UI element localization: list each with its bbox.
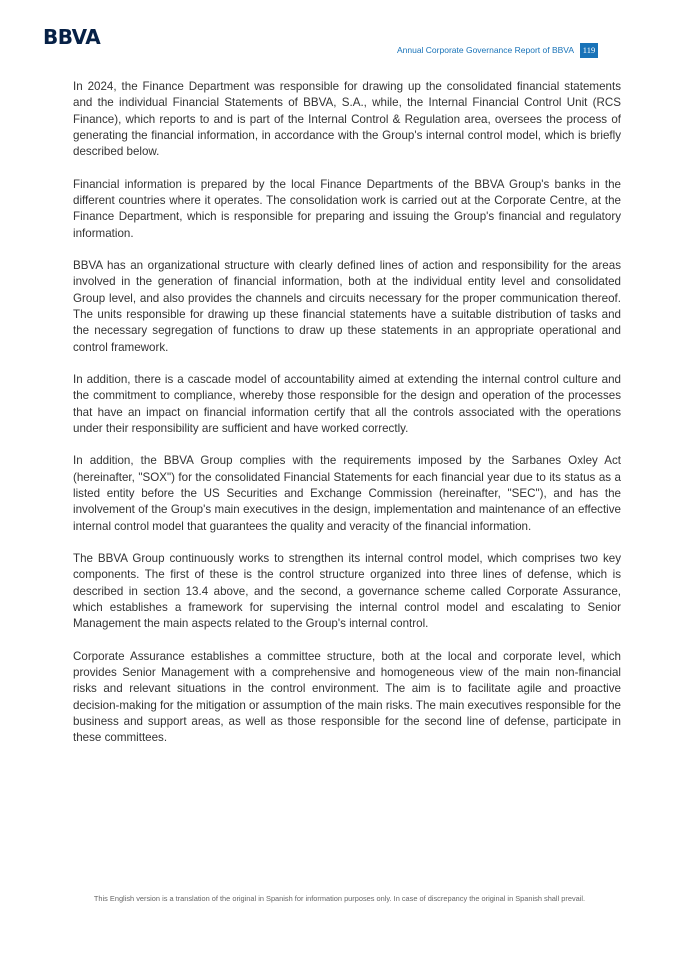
body-text xyxy=(73,79,621,763)
paragraph: In 2024, the Finance Department was responsible for drawing up the consolidated financial statements and the individual Financial Statements of BBVA, S.A., while, the Internal Financial Control Unit (RCS Finance), which reports to and is part of the Internal Control & Regulation area, oversees the process of generating the financial information, in accordance with the Group's internal control model, which is briefly described below. xyxy=(73,80,621,159)
paragraph: Financial information is prepared by the local Finance Departments of the BBVA Group's banks in the different countries where it operates. The consolidation work is carried out at the Corporate Centre, at the Finance Department, which is responsible for preparing and issuing the Group's financial and regulatory information. xyxy=(73,177,621,240)
report-title: Annual Corporate Governance Report of BBVA xyxy=(396,45,574,55)
bbva-logo: BBVA xyxy=(43,25,101,49)
paragraph: Corporate Assurance establishes a committee structure, both at the local and corporate level, which provides Senior Management with a comprehensive and homogeneous view of the main non-financial risks and relevant situations in the control environment. The aim is to facilitate agile and proactive decision-making for the mitigation or assumption of the main risks. The main executives responsible for the business and support areas, as well as those responsible for the second line of defense, participate in these committees. xyxy=(73,649,621,745)
translation-disclaimer: This English version is a translation of the original in Spanish for information purposes only. In case of discrepancy the original in Spanish shall prevail. xyxy=(93,894,586,903)
paragraph: In addition, there is a cascade model of accountability aimed at extending the internal control culture and the commitment to compliance, whereby those responsible for the design and operation of the processes that have an impact on financial information certify that all the controls associated with the operations under their responsibility are sufficient and have worked correctly. xyxy=(73,373,621,435)
paragraph: The BBVA Group continuously works to strengthen its internal control model, which comprises two key components. The first of these is the control structure organized into three lines of defense, which is described in section 13.4 above, and the second, a governance scheme called Corporate Assurance, which establishes a framework for supervising the internal control model and escalating to Senior Management the main aspects related to the Group's internal control. xyxy=(73,552,621,631)
page-number-badge: 119 xyxy=(580,43,598,58)
paragraph: BBVA has an organizational structure with clearly defined lines of action and responsibility for the areas involved in the generation of financial information, both at the individual entity level and consolidated Group level, and also provides the channels and circuits necessary for the proper communication thereof. The units responsible for drawing up these financial statements have a suitable distribution of tasks and the necessary segregation of functions to draw up these statements in an appropriate operational and control framework. xyxy=(73,259,621,354)
paragraph: In addition, the BBVA Group complies with the requirements imposed by the Sarbanes Oxley Act (hereinafter, "SOX") for the consolidated Financial Statements for each financial year due to its status as a listed entity before the US Securities and Exchange Commission (hereinafter, "SEC"), and has the involvement of the Group's main executives in the design, implementation and maintenance of an effective internal control model that guarantees the quality and veracity of the financial information. xyxy=(73,454,621,533)
